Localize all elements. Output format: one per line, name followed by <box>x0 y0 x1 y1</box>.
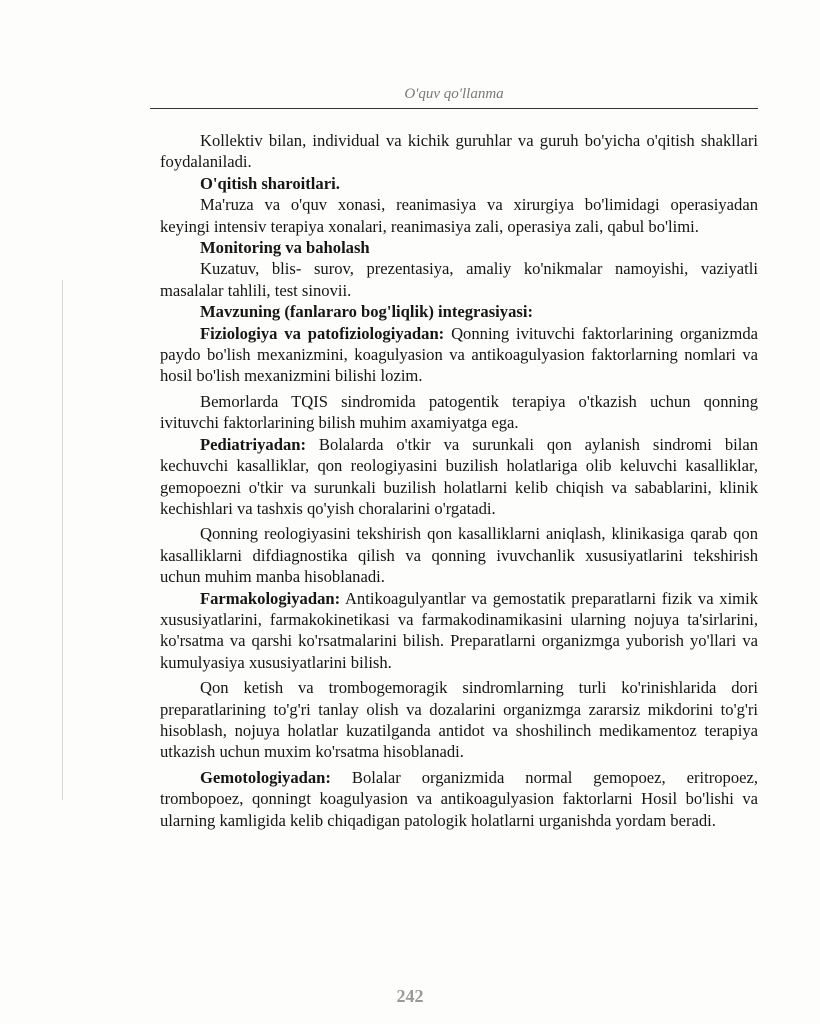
paragraph-monitoring: Kuzatuv, blis- surov, prezentasiya, amaliy ko'nikmalar namoyishi, vaziyatli masalalar tahlili, test sinovii. <box>160 259 758 300</box>
pediatrics-text: Bolalarda o'tkir va surunkali qon aylanish sindromi bilan kechuvchi kasalliklar, qon reologiyasini buzilish holatlariga olib keluvchi kasalliklar, gemopoezni o'tkir va surunkali buzilish holatlarni kelib chiqish va sabablarini, klinik kechishlari va tashxis qo'yish choralarini o'rgatadi. <box>160 434 758 518</box>
heading-monitoring: Monitoring va baholash <box>200 238 370 258</box>
paragraph-teaching-forms: Kollektiv bilan, individual va kichik guruhlar va guruh bo'yicha o'qitish shakllari foydalaniladi. <box>160 131 758 172</box>
body-text <box>160 130 758 831</box>
physiology-lead: Fiziologiya va patofiziologiyadan: <box>200 323 445 343</box>
paragraph-rheology: Qonning reologiyasini tekshirish qon kasalliklarni aniqlash, klinikasiga qarab qon kasalliklarni difdiagnostika qilish va qonning ivuvchanlik xususiyatlarini tekshirish uchun muhim manba hisoblanadi. <box>160 524 758 587</box>
hematology-lead: Gemotologiyadan: <box>200 767 331 787</box>
heading-teaching-conditions: O'qitish sharoitlari. <box>200 173 340 193</box>
header-rule <box>150 108 758 109</box>
page-edge-line <box>62 280 63 800</box>
heading-integration: Mavzuning (fanlararo bog'liqlik) integrasiyasi: <box>200 302 533 322</box>
physiology-text: Qonning ivituvchi faktorlarining organizmda paydo bo'lish mexanizmini, koagulyasion va antikoagulyasion faktorlarning nomlari va hosil bo'lish mexanizmini bilishi lozim. <box>160 323 758 386</box>
paragraph-bleeding: Qon ketish va trombogemoragik sindromlarning turli ko'rinishlarida dori preparatlarining to'g'ri tanlay olish va dozalarini organizmga zararsiz mikdorini to'g'ri hisoblash, nojuya holatlar kuzatilganda antidot va shoshilinch medikamentoz terapiya utkazish uchun muxim ko'rsatma hisoblanadi. <box>160 678 758 762</box>
hematology-text: Bolalar organizmida normal gemopoez, eritropoez, trombopoez, qonningt koagulyasion va antikoagulyasion faktorlarni Hosil bo'lishi va ularning kamligida kelib chiqadigan patologik holatlarni urganishda yordam beradi. <box>160 767 758 830</box>
paragraph-pediatrics <box>160 434 758 520</box>
pediatrics-lead: Pediatriyadan: <box>200 434 307 454</box>
paragraph-tqis: Bemorlarda TQIS sindromida patogentik terapiya o'tkazish uchun qonning ivituvchi faktorlarining bilish muhim axamiyatga ega. <box>160 391 758 433</box>
paragraph-teaching-conditions: Ma'ruza va o'quv xonasi, reanimasiya va xirurgiya bo'limidagi operasiyadan keyingi intensiv terapiya xonalari, reanimasiya zali, operasiya zali, qabul bo'limi. <box>160 195 758 236</box>
running-header: O'quv qo'llanma <box>404 86 504 102</box>
pharmacology-lead: Farmakologiyadan: <box>200 588 341 608</box>
page-number: 242 <box>396 986 424 1006</box>
paragraph-pharmacology <box>160 588 758 674</box>
pharmacology-text: Antikoagulyantlar va gemostatik preparatlarni fizik va ximik xususiyatlarini, farmakokinetikasi va farmakodinamikasini ularning nojuya ta'sirlarini, ko'rsatma va qarshi ko'rsatmalarini bilish. Preparatlarni organizmga yuborish yo'llari va kumulyasiya xususiyatlarini bilish. <box>160 588 758 672</box>
paragraph-hematology <box>160 767 758 831</box>
paragraph-physiology <box>160 323 758 387</box>
